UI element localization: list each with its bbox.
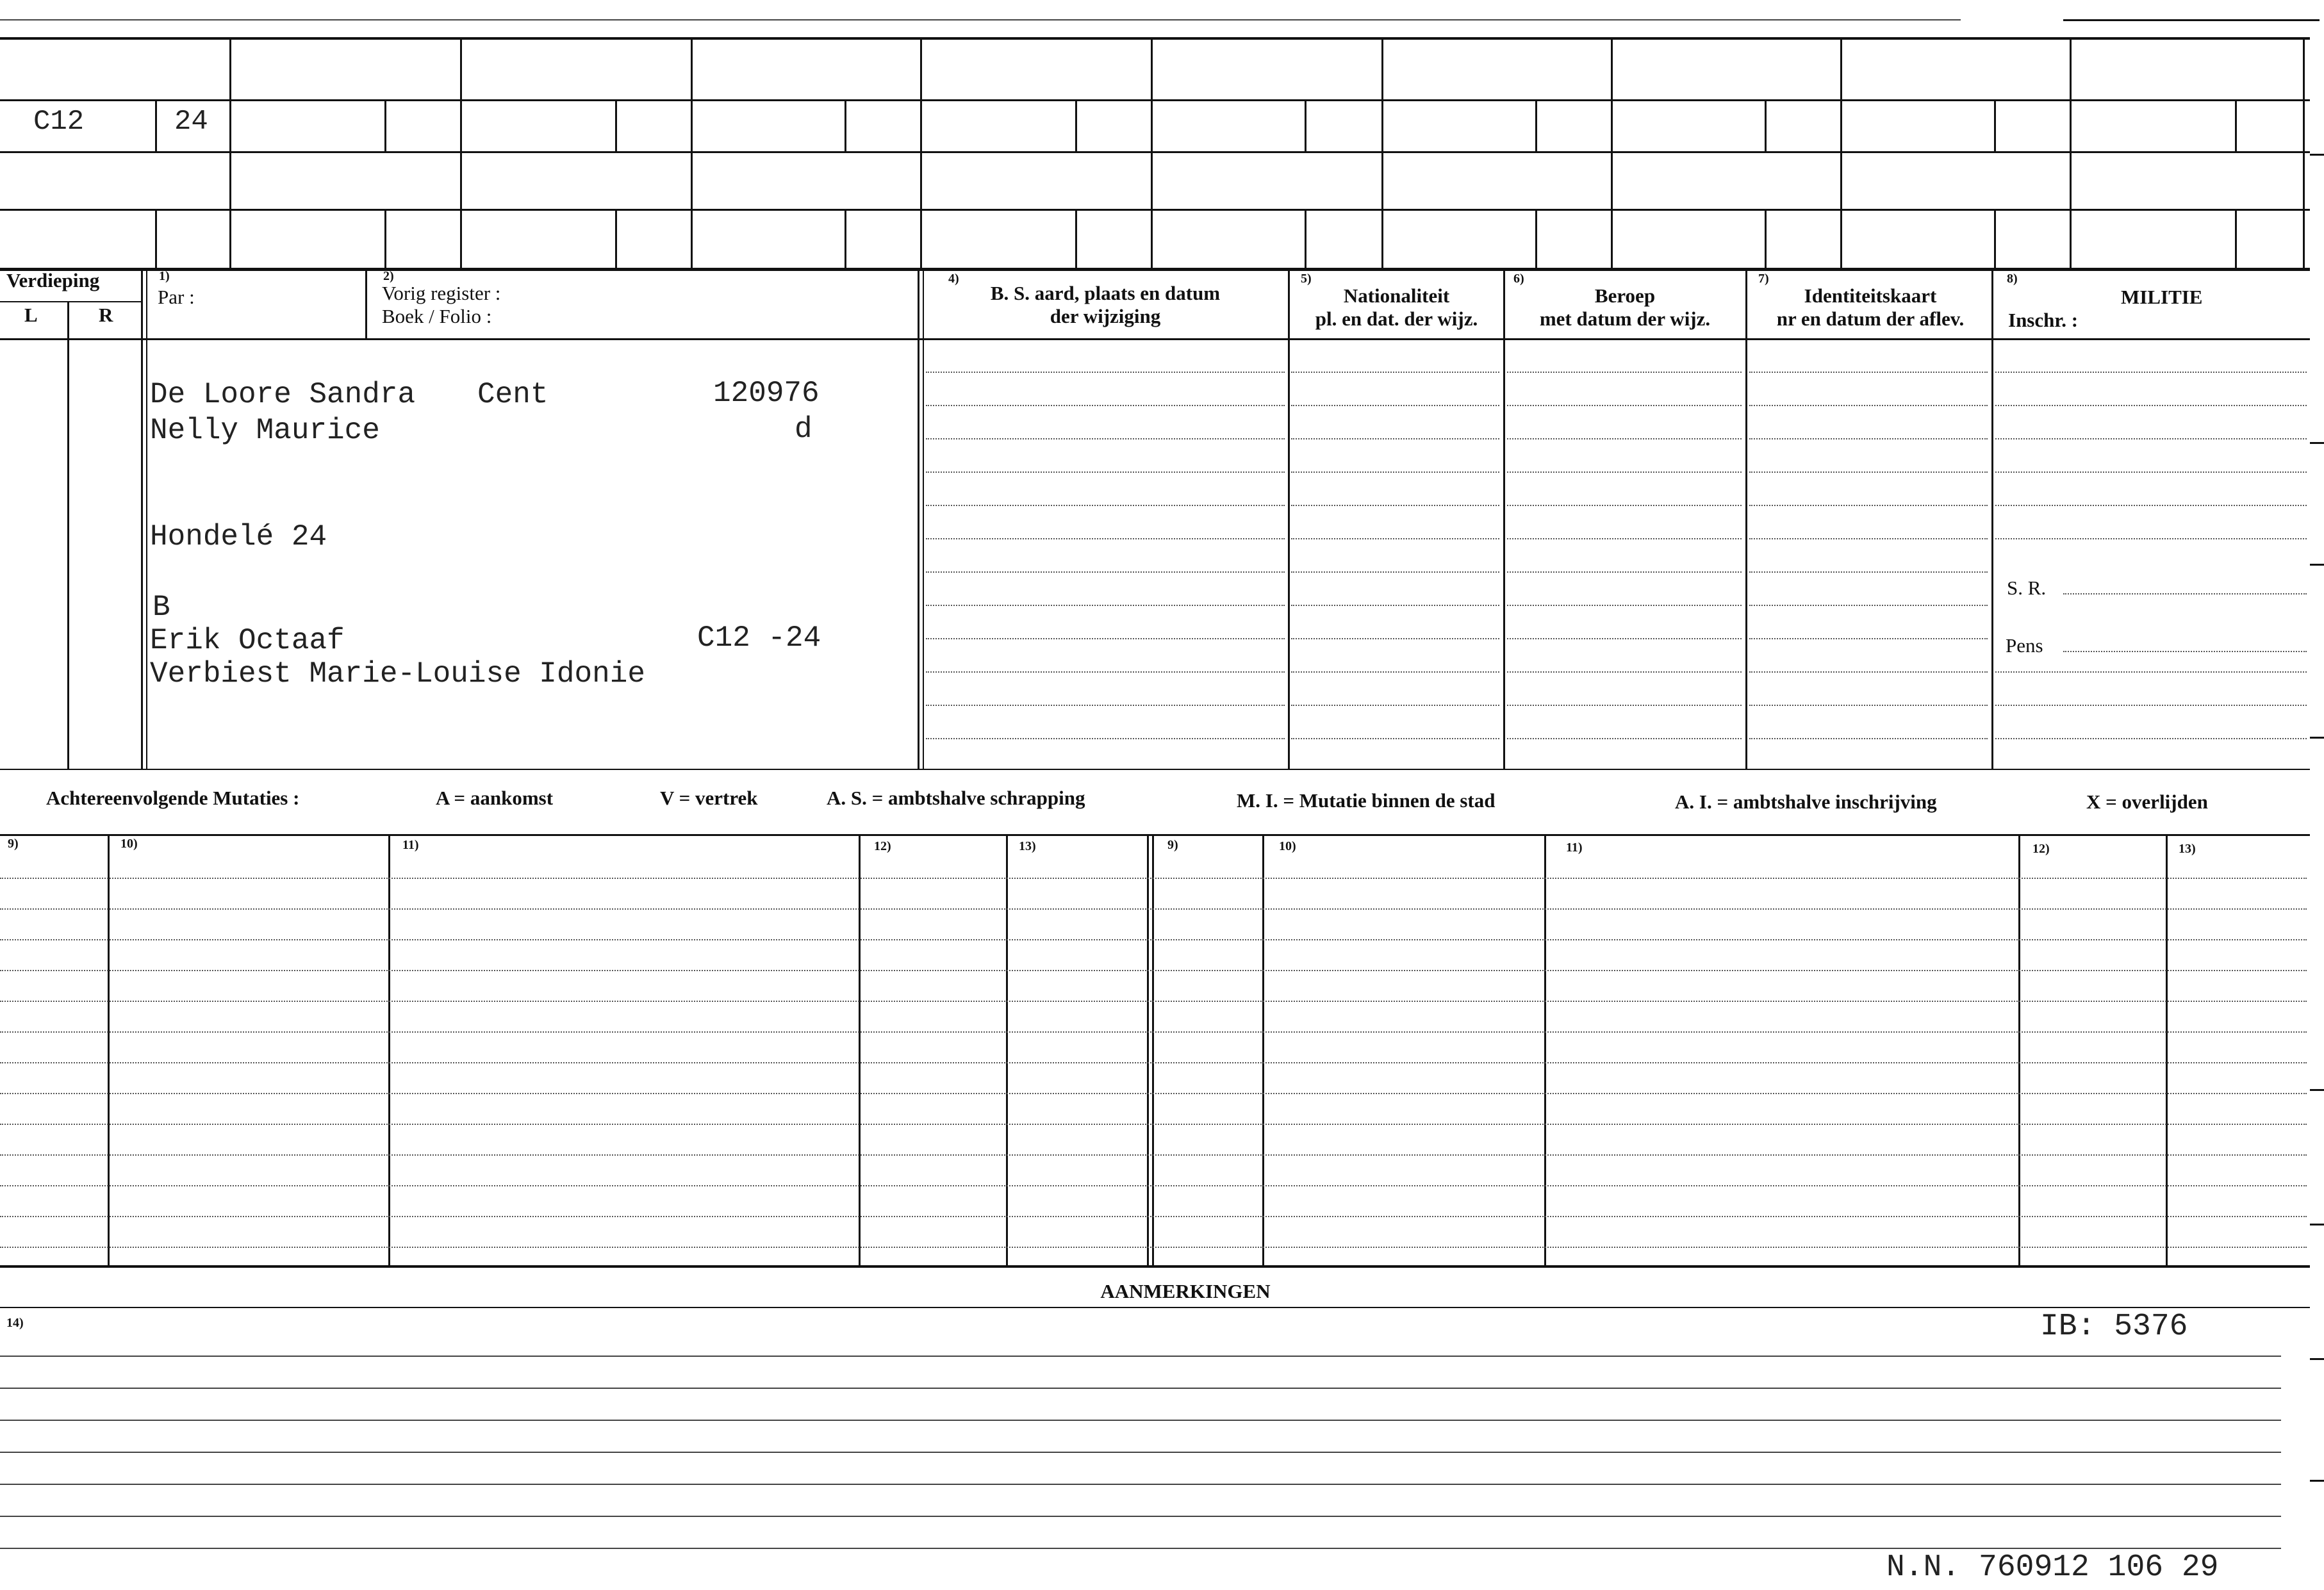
top-grid-vline (384, 209, 386, 269)
mutation-vline (388, 834, 390, 1266)
top-grid-vline (1305, 99, 1306, 153)
national-number: N.N. 760912 106 29 (1886, 1550, 2219, 1585)
top-cut-line (0, 19, 1961, 20)
body-ruled-line (926, 605, 1285, 606)
mutation-ruled-line (0, 1001, 2307, 1002)
body-ruled-line (1507, 538, 1742, 539)
body-ruled-line (1749, 571, 1988, 573)
top-grid-vline (845, 209, 846, 269)
mutation-vline (1152, 834, 1154, 1266)
top-grid-vline (1075, 209, 1077, 269)
mut-col-13: 13) (1019, 839, 1036, 853)
sr-ruled-line (2063, 593, 2307, 594)
body-ruled-line (926, 705, 1285, 706)
top-grid-vline (229, 37, 231, 269)
col8-number: 8) (2007, 272, 2018, 286)
body-ruled-line (1291, 638, 1499, 639)
col7-label-1: Identiteitskaart (1804, 284, 1937, 307)
body-ruled-line (1507, 705, 1742, 706)
body-ruled-line (1291, 505, 1499, 506)
entry-mother: Verbiest Marie-Louise Idonie (150, 657, 645, 691)
top-grid-line (0, 151, 2310, 153)
body-ruled-line (926, 538, 1285, 539)
top-grid-line (0, 209, 2310, 211)
legend-internal-move: M. I. = Mutatie binnen de stad (1237, 789, 1496, 812)
militie-pens-label: Pens (2006, 634, 2043, 657)
top-grid-vline (615, 99, 617, 153)
col5-number: 5) (1301, 272, 1312, 286)
entry-father: Erik Octaaf (150, 624, 345, 657)
body-ruled-line (1291, 738, 1499, 739)
top-grid-vline (384, 99, 386, 153)
col4-number: 4) (948, 272, 959, 286)
remarks-ruled-line (0, 1356, 2281, 1357)
legend-official-registration: A. I. = ambtshalve inschrijving (1675, 791, 1937, 813)
body-vline (365, 268, 367, 340)
mut-col-9b: 9) (1167, 838, 1178, 852)
body-ruled-line (926, 471, 1285, 473)
body-ruled-line (1995, 671, 2307, 673)
body-ruled-line (1749, 405, 1988, 406)
body-ruled-line (1291, 372, 1499, 373)
top-grid-vline (2235, 99, 2237, 153)
body-ruled-line (1507, 471, 1742, 473)
body-ruled-line (1995, 738, 2307, 739)
remarks-ruled-line (0, 1420, 2281, 1421)
body-ruled-line (1749, 505, 1988, 506)
body-ruled-line (1749, 605, 1988, 606)
body-ruled-line (1291, 671, 1499, 673)
mut-col-10: 10) (120, 837, 138, 851)
mutation-vline (108, 834, 110, 1266)
top-grid-vline (1535, 99, 1537, 153)
remarks-ruled-line (0, 1516, 2281, 1517)
top-grid-vline (155, 99, 157, 153)
mutation-vline (1262, 834, 1264, 1266)
mutation-ruled-line (0, 908, 2307, 910)
mutation-vline (2018, 834, 2020, 1266)
col6-label-2: met datum der wijz. (1539, 307, 1711, 330)
body-ruled-line (1291, 571, 1499, 573)
body-vline (67, 301, 69, 770)
edge-tick (2310, 1224, 2324, 1225)
body-ruled-line (1507, 605, 1742, 606)
body-ruled-line (1291, 471, 1499, 473)
col7-number: 7) (1758, 272, 1769, 286)
top-grid-vline (1994, 209, 1996, 269)
remarks-title: AANMERKINGEN (1100, 1280, 1271, 1302)
house-number: 24 (174, 106, 208, 138)
body-ruled-line (926, 505, 1285, 506)
legend-title: Achtereenvolgende Mutaties : (46, 787, 300, 809)
top-grid-vline (2303, 37, 2305, 269)
top-grid-vline (845, 99, 846, 153)
legend-official-removal: A. S. = ambtshalve schrapping (827, 787, 1085, 809)
top-grid-vline (1840, 37, 1842, 269)
top-grid-border-top (0, 37, 2310, 40)
body-ruled-line (1291, 405, 1499, 406)
remarks-ruled-line (0, 1452, 2281, 1453)
mut-col-9: 9) (8, 837, 19, 851)
legend-death: X = overlijden (2086, 791, 2208, 813)
remarks-ruled-line (0, 1548, 2281, 1549)
col5-label-2: pl. en dat. der wijz. (1315, 307, 1478, 330)
remarks-ruled-line (0, 1388, 2281, 1389)
body-ruled-line (1291, 438, 1499, 439)
body-ruled-line (1507, 738, 1742, 739)
entry-birthdate: 120976 (713, 377, 820, 410)
body-ruled-line (1507, 638, 1742, 639)
top-grid-vline (2235, 209, 2237, 269)
mutation-ruled-line (0, 1062, 2307, 1063)
col2-number: 2) (383, 269, 394, 283)
body-ruled-line (926, 438, 1285, 439)
top-grid-vline (155, 209, 157, 269)
body-vline (1745, 268, 1747, 770)
top-grid-vline (1765, 99, 1767, 153)
top-grid-vline (2070, 37, 2072, 269)
mut-col-13b: 13) (2179, 842, 2196, 856)
entry-reference: C12 -24 (697, 621, 821, 655)
col8-label-1: MILITIE (2121, 286, 2203, 308)
body-ruled-line (1749, 671, 1988, 673)
col2-label-2: Boek / Folio : (382, 305, 492, 327)
col4-label-2: der wijziging (1050, 305, 1161, 327)
body-ruled-line (1995, 505, 2307, 506)
col7-label-2: nr en datum der aflev. (1776, 307, 1965, 330)
body-vline (146, 268, 147, 770)
mutation-vline (1544, 834, 1546, 1266)
edge-tick (2310, 564, 2324, 566)
entry-letter: B (152, 591, 170, 624)
col8-label-2: Inschr. : (2008, 309, 2079, 331)
top-grid-vline (1535, 209, 1537, 269)
body-ruled-line (926, 372, 1285, 373)
body-ruled-line (926, 671, 1285, 673)
mut-col-11: 11) (402, 838, 419, 852)
legend-bottom-line (0, 834, 2310, 836)
body-ruled-line (1507, 671, 1742, 673)
col5-label-1: Nationaliteit (1343, 284, 1450, 307)
body-vline (918, 268, 919, 770)
body-vline (923, 268, 924, 770)
top-grid-vline (615, 209, 617, 269)
body-ruled-line (926, 571, 1285, 573)
body-ruled-line (1995, 372, 2307, 373)
mutation-ruled-line (0, 1216, 2307, 1217)
floor-right-label: R (99, 304, 113, 326)
mutation-vline (2166, 834, 2168, 1266)
mutation-vline (1147, 834, 1149, 1266)
body-ruled-line (1749, 538, 1988, 539)
remarks-title-line (0, 1307, 2310, 1308)
body-vline (141, 268, 143, 770)
mutation-ruled-line (0, 1124, 2307, 1125)
col6-label-1: Beroep (1594, 284, 1656, 307)
body-ruled-line (1995, 438, 2307, 439)
mutation-ruled-line (0, 1031, 2307, 1033)
pens-ruled-line (2063, 651, 2307, 652)
top-grid-vline (920, 37, 922, 269)
top-grid-vline (1994, 99, 1996, 153)
remarks-number: 14) (6, 1316, 24, 1330)
floor-title: Verdieping (6, 269, 100, 291)
mutation-ruled-line (0, 970, 2307, 971)
body-vline (1991, 268, 1993, 770)
body-ruled-line (1291, 705, 1499, 706)
body-vline (1288, 268, 1290, 770)
body-vline (1503, 268, 1505, 770)
mutation-ruled-line (0, 1093, 2307, 1094)
mutation-ruled-line (0, 878, 2307, 879)
building-code: C12 (33, 106, 85, 138)
body-ruled-line (1995, 471, 2307, 473)
body-ruled-line (926, 738, 1285, 739)
mutations-bottom-line (0, 1265, 2310, 1268)
mut-col-12b: 12) (2032, 842, 2050, 856)
body-ruled-line (1749, 705, 1988, 706)
col4-label-1: B. S. aard, plaats en datum (990, 282, 1221, 304)
top-grid-border-bottom (0, 268, 2310, 271)
top-grid-vline (691, 37, 693, 269)
mut-col-12: 12) (874, 839, 891, 853)
body-ruled-line (1507, 405, 1742, 406)
mutation-vline (859, 834, 861, 1266)
mutation-ruled-line (0, 1247, 2307, 1248)
body-ruled-line (1749, 372, 1988, 373)
top-cut-line (2063, 19, 2320, 21)
body-ruled-line (926, 638, 1285, 639)
edge-tick (2310, 442, 2324, 444)
entry-address: Hondelé 24 (150, 520, 327, 553)
mutation-ruled-line (0, 1185, 2307, 1186)
mut-col-11b: 11) (1566, 840, 1583, 855)
legend-departure: V = vertrek (660, 787, 758, 809)
body-ruled-line (1995, 538, 2307, 539)
top-grid-vline (1611, 37, 1613, 269)
floor-split-line (0, 301, 141, 302)
header-bottom-line (0, 338, 2310, 340)
militie-sr-label: S. R. (2007, 577, 2047, 599)
body-ruled-line (1507, 438, 1742, 439)
body-ruled-line (1995, 705, 2307, 706)
col1-label: Par : (158, 286, 195, 308)
body-ruled-line (1995, 405, 2307, 406)
entry-name: De Loore Sandra (150, 378, 416, 411)
body-ruled-line (926, 405, 1285, 406)
edge-tick (2310, 1089, 2324, 1091)
top-grid-vline (1765, 209, 1767, 269)
top-grid-vline (1075, 99, 1077, 153)
top-grid-vline (460, 37, 462, 269)
entry-given-names: Nelly Maurice (150, 414, 380, 447)
mutation-ruled-line (0, 939, 2307, 940)
mutation-vline (1006, 834, 1008, 1266)
body-ruled-line (1507, 505, 1742, 506)
col1-number: 1) (159, 269, 170, 283)
ib-number: IB: 5376 (2040, 1309, 2188, 1344)
body-ruled-line (1749, 438, 1988, 439)
body-ruled-line (1507, 571, 1742, 573)
top-grid-vline (1305, 209, 1306, 269)
top-grid-line (0, 99, 2310, 101)
body-ruled-line (1749, 638, 1988, 639)
edge-tick (2310, 1480, 2324, 1482)
legend-arrival: A = aankomst (436, 787, 554, 809)
body-ruled-line (1291, 538, 1499, 539)
entry-code: d (795, 413, 812, 446)
mut-col-10b: 10) (1279, 839, 1296, 853)
remarks-ruled-line (0, 1484, 2281, 1485)
col2-label-1: Vorig register : (382, 282, 501, 304)
mutation-ruled-line (0, 1154, 2307, 1156)
entry-birthplace: Cent (477, 378, 548, 411)
edge-tick (2310, 154, 2324, 156)
top-grid-vline (1151, 37, 1153, 269)
body-ruled-line (1507, 372, 1742, 373)
body-ruled-line (1749, 471, 1988, 473)
body-bottom-line (0, 769, 2310, 770)
top-grid-vline (1381, 37, 1383, 269)
edge-tick (2310, 1358, 2324, 1360)
edge-tick (2310, 737, 2324, 739)
body-ruled-line (1749, 738, 1988, 739)
col6-number: 6) (1513, 272, 1524, 286)
body-ruled-line (1291, 605, 1499, 606)
floor-left-label: L (24, 304, 38, 326)
